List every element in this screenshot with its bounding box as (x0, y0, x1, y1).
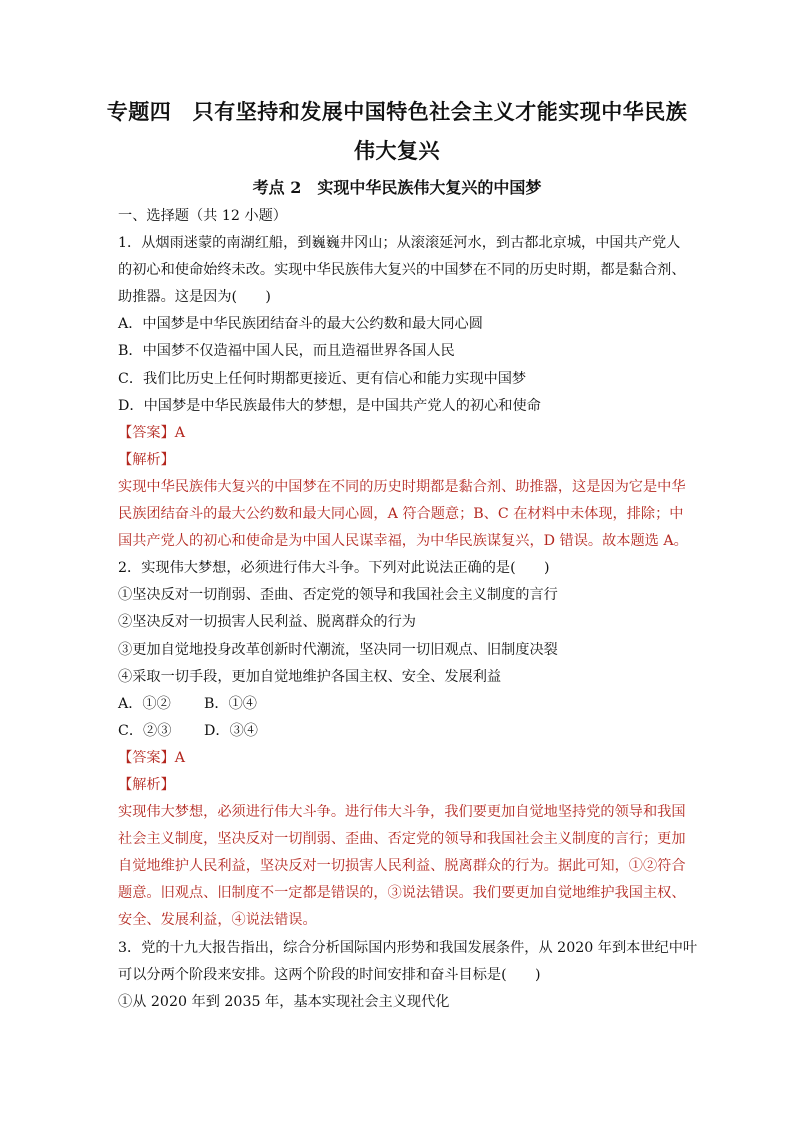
section-heading: 一、选择题（共 12 小题） (118, 208, 287, 224)
q3-item: ①从 2020 年到 2035 年，基本实现社会主义现代化 (118, 993, 450, 1010)
document-title-line-1: 专题四 只有坚持和发展中国特色社会主义才能实现中华民族 (106, 99, 688, 124)
q2-stem: 2．实现伟大梦想，必须进行伟大斗争。下列对此说法正确的是( ) (118, 560, 550, 577)
q2-item: ③更加自觉地投身改革创新时代潮流，坚决同一切旧观点、旧制度决裂 (118, 641, 558, 658)
q2-answer: 【答案】A (118, 749, 185, 766)
document-subtitle: 考点 2 实现中华民族伟大复兴的中国梦 (252, 178, 542, 197)
q2-item: ①坚决反对一切削弱、歪曲、否定党的领导和我国社会主义制度的言行 (118, 587, 558, 604)
q1-analysis-line: 国共产党人的初心和使命是为中国人民谋幸福，为中华民族谋复兴，D 错误。故本题选 A。 (118, 533, 688, 550)
q2-analysis-label: 【解析】 (118, 776, 175, 793)
q2-option-b: B．①④ (204, 695, 257, 712)
q2-analysis-line: 自觉地维护人民利益，坚决反对一切损害人民利益、脱离群众的行为。据此可知，①②符合 (118, 858, 686, 875)
q3-stem-line: 可以分两个阶段来安排。这两个阶段的时间安排和奋斗目标是( ) (118, 966, 541, 983)
q2-option-c: C．②③ (118, 722, 172, 739)
q1-option-b: B．中国梦不仅造福中国人民，而且造福世界各国人民 (118, 343, 455, 360)
document-title-line-2: 伟大复兴 (354, 138, 440, 163)
q3-stem-line: 3．党的十九大报告指出，综合分析国际国内形势和我国发展条件，从 2020 年到本世纪中叶 (118, 939, 698, 956)
q2-options-row-2 (118, 718, 678, 745)
q2-analysis-line: 题意。旧观点、旧制度不一定都是错误的，③说法错误。我们要更加自觉地维护我国主权、 (118, 885, 686, 902)
q2-analysis-line: 社会主义制度，坚决反对一切削弱、歪曲、否定党的领导和我国社会主义制度的言行；更加 (118, 831, 686, 848)
q2-analysis-line: 实现伟大梦想，必须进行伟大斗争。进行伟大斗争，我们要更加自觉地坚持党的领导和我国 (118, 804, 686, 821)
q1-option-c: C．我们比历史上任何时期都更接近、更有信心和能力实现中国梦 (118, 370, 527, 387)
q2-item: ②坚决反对一切损害人民利益、脱离群众的行为 (118, 614, 416, 631)
q1-answer: 【答案】A (118, 424, 185, 441)
q1-option-d: D．中国梦是中华民族最伟大的梦想，是中国共产党人的初心和使命 (118, 397, 541, 414)
q2-analysis-line: 安全、发展利益，④说法错误。 (118, 912, 317, 929)
q1-analysis-line: 实现中华民族伟大复兴的中国梦在不同的历史时期都是黏合剂、助推器，这是因为它是中华 (118, 478, 686, 495)
q1-option-a: A．中国梦是中华民族团结奋斗的最大公约数和最大同心圆 (118, 316, 483, 333)
q2-options-row-1 (118, 691, 678, 718)
document-body (118, 203, 698, 1016)
q2-option-a: A．①② (118, 695, 171, 712)
q1-stem-line: 1．从烟雨迷蒙的南湖红船，到巍巍井冈山；从滚滚延河水，到古都北京城，中国共产党人 (118, 235, 681, 252)
q1-analysis-line: 民族团结奋斗的最大公约数和最大同心圆，A 符合题意；B、C 在材料中未体现，排除；中 (118, 506, 684, 523)
q2-item: ④采取一切手段，更加自觉地维护各国主权、安全、发展利益 (118, 668, 502, 685)
q2-option-d: D．③④ (204, 722, 258, 739)
q1-analysis-label: 【解析】 (118, 451, 175, 468)
q1-stem-line: 的初心和使命始终未改。实现中华民族伟大复兴的中国梦在不同的历史时期，都是黏合剂、 (118, 262, 686, 279)
q1-stem-line: 助推器。这是因为( ) (118, 289, 271, 306)
